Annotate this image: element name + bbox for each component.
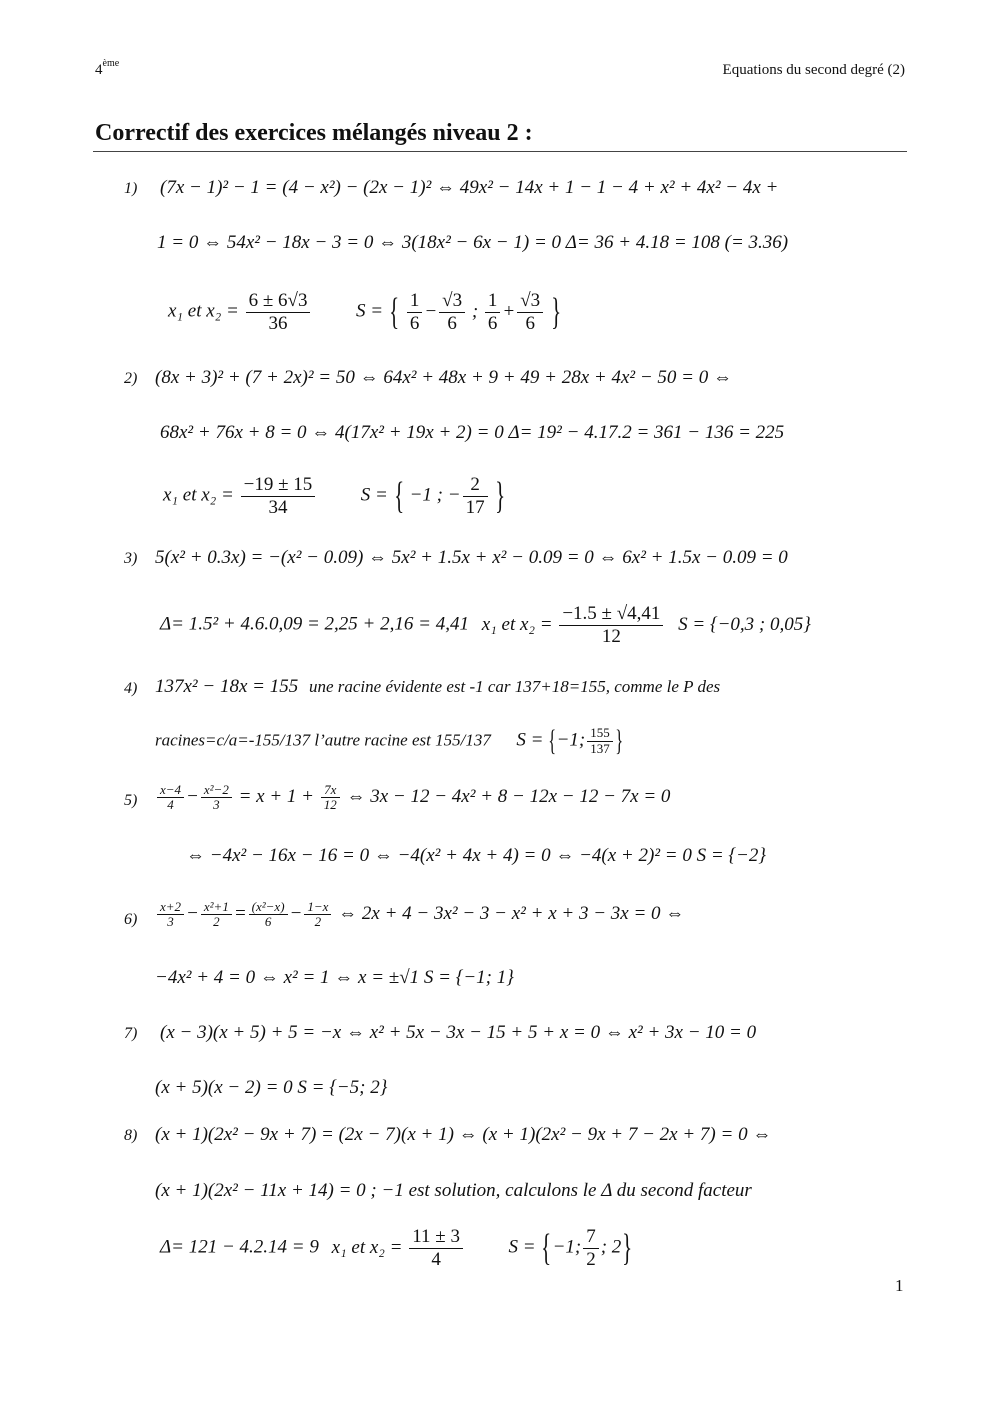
note-text: une racine évidente est -1 car 137+18=155, comme le P des [308,677,721,696]
equation-line: 1 = 0 ⇔ 54x² − 18x − 3 = 0 ⇔ 3(18x² − 6x − 1) = 0 Δ= 36 + 4.18 = 108 (= 3.36) [157,232,789,253]
equation-line: $\frac{x-4}{4}$ − $\frac{\text{x²−2}}{3}$ = x + 1 + $\frac{7x}{12}$ ⇔ 3x − 12 − 4x² + 8 − 12x − 12 − 7x = 0 [155,783,670,813]
solution-set [405,290,545,334]
solution-set: −1; [552,1236,582,1258]
roots-line: x₁ et x₂ = $\frac{-19 \pm 15}{34}$ S = { −1 ; − $\frac{2}{17}$ } [163,474,506,518]
fraction: $\frac{x+2}{3}$ [157,900,184,930]
equation-line: (8x + 3)² + (7 + 2x)² = 50 ⇔ 64x² + 48x + 9 + 49 + 28x + 4x² − 50 = 0 ⇔ [155,367,732,388]
solution-label: S = [516,729,544,751]
header-chapter: Equations du second degré (2) [722,62,905,78]
solution-set: −1; [556,729,586,751]
equation-line [160,603,811,648]
equation-line [155,676,720,698]
solution-label: S = [355,300,384,322]
exercise-number: 5) [124,792,138,809]
solution-set: S = {−0,3 ; 0,05} [678,613,811,635]
fraction: $\frac{\text{x²+1}}{2}$ [201,900,232,930]
equation-line: (x + 1)(2x² − 11x + 14) = 0 ; −1 est solution, calculons le Δ du second facteur [155,1180,752,1201]
solution-fraction: $\frac{√3}{6}$ [517,290,543,335]
fraction: $\frac{\text{(x²−x)}}{6}$ [249,900,288,930]
roots-fraction: $\frac{6 \pm 6√3}{36}$ [246,290,311,335]
equation-line: $\frac{x+2}{3}$ − $\frac{\text{x²+1}}{2}$ = $\frac{\text{(x²−x)}}{6}$ − $\frac{1-x}{2}$ ⇔ 2x + 4 − 3x² − 3 − x² + x + 3 − 3x = 0 ⇔ [155,900,684,930]
solution-fraction: $\frac{√3}{6}$ [439,290,465,335]
delta-text: Δ= 1.5² + 4.6.0,09 = 2,25 + 2,16 = 4,41 [160,613,469,635]
solution-fraction: $\frac{1}{6}$ [485,290,501,335]
exercise-number: 4) [124,680,138,697]
exercise-number: 3) [124,550,138,567]
fraction: $\frac{1-x}{2}$ [304,900,331,930]
equation-line: (7x − 1)² − 1 = (4 − x²) − (2x − 1)² ⇔ 49x² − 14x + 1 − 1 − 4 + x² + 4x² − 4x + [160,177,779,198]
equation-line: (x − 3)(x + 5) + 5 = −x ⇔ x² + 5x − 3x − 15 + 5 + x = 0 ⇔ x² + 3x − 10 = 0 [160,1022,757,1043]
solution-set: −1 ; − [409,484,461,506]
equation-text: ⇔ 2x + 4 − 3x² − 3 − x² + x + 3 − 3x = 0 ⇔ [338,903,685,925]
solution-fraction: $\frac{7}{2}$ [583,1226,599,1271]
operator: − [424,300,438,322]
equation-text: 137x² − 18x = 155 [155,676,299,697]
exercise-number: 1) [124,180,138,197]
equation-line: −4x² + 4 = 0 ⇔ x² = 1 ⇔ x = ±√1 S = {−1; 1} [155,967,514,988]
equation-text: ⇔ 3x − 12 − 4x² + 8 − 12x − 12 − 7x = 0 [346,786,671,808]
roots-label: x₁ et x₂ = [163,484,234,506]
equation-line: 68x² + 76x + 8 = 0 ⇔ 4(17x² + 19x + 2) = 0 Δ= 19² − 4.17.2 = 361 − 136 = 225 [160,422,785,443]
roots-fraction: $\frac{11 \pm 3}{4}$ [409,1226,463,1271]
operator: ; [467,300,483,322]
roots-line: x₁ et x₂ = $\frac{6 \pm 6√3}{36}$ S = { $\frac{1}{6}$ − $\frac{√3}{6}$ ; $\frac{1}{6}$ + $\frac{√3}{6}$ } [168,290,562,334]
equation-line: (x + 1)(2x² − 9x + 7) = (2x − 7)(x + 1) ⇔ (x + 1)(2x² − 9x + 7 − 2x + 7) = 0 ⇔ [155,1124,772,1145]
roots-label: x₁ et x₂ = [481,613,553,635]
solution-label: S = [508,1236,536,1258]
solution-fraction: $\frac{2}{17}$ [463,474,488,519]
operator: + [502,300,516,322]
roots-line: Δ= 121 − 4.2.14 = 9 x₁ et x₂ = $\frac{11 \pm 3}{4}$ S = {−1; $\frac{7}{2}$ ; 2} [160,1226,633,1270]
solution-fraction: $\frac{155}{137}$ [587,726,613,756]
solution-fraction: $\frac{1}{6}$ [407,290,423,335]
exercise-number: 7) [124,1025,138,1042]
solution-label: S = [360,484,388,506]
equation-text: = x + 1 + [238,786,314,808]
fraction: $\frac{x-4}{4}$ [157,783,184,813]
equation-line: 5(x² + 0.3x) = −(x² − 0.09) ⇔ 5x² + 1.5x + x² − 0.09 = 0 ⇔ 6x² + 1.5x − 0.09 = 0 [155,547,788,568]
roots-label: x₁ et x₂ = [168,300,239,322]
header-level: 4ème [95,58,120,78]
equation-line: (x + 5)(x − 2) = 0 S = {−5; 2} [155,1077,388,1098]
exercise-number: 8) [124,1127,138,1144]
equation-line: ⇔ −4x² − 16x − 16 = 0 ⇔ −4(x² + 4x + 4) = 0 ⇔ −4(x + 2)² = 0 S = {−2} [186,845,766,866]
page-number: 1 [895,1276,904,1295]
fraction: $\frac{7x}{12}$ [321,783,340,813]
fraction: $\frac{\text{x²−2}}{3}$ [201,783,232,813]
roots-fraction: $\frac{-19 \pm 15}{34}$ [241,474,316,519]
delta-text: Δ= 121 − 4.2.14 = 9 [160,1236,319,1258]
roots-fraction: $\frac{-1.5 \pm √4,41}{12}$ [559,603,663,648]
exercise-number: 2) [124,370,138,387]
exercise-number: 6) [124,911,138,928]
title-rule [93,151,907,152]
note-text: racines=c/a=-155/137 l’autre racine est 155/137 [155,730,491,750]
roots-label: x₁ et x₂ = [331,1236,403,1258]
equation-line: racines=c/a=-155/137 l’autre racine est 155/137 S = {−1; $\frac{155}{137}$ } [155,724,623,757]
page-title: Correctif des exercices mélangés niveau 2 : [95,120,533,146]
